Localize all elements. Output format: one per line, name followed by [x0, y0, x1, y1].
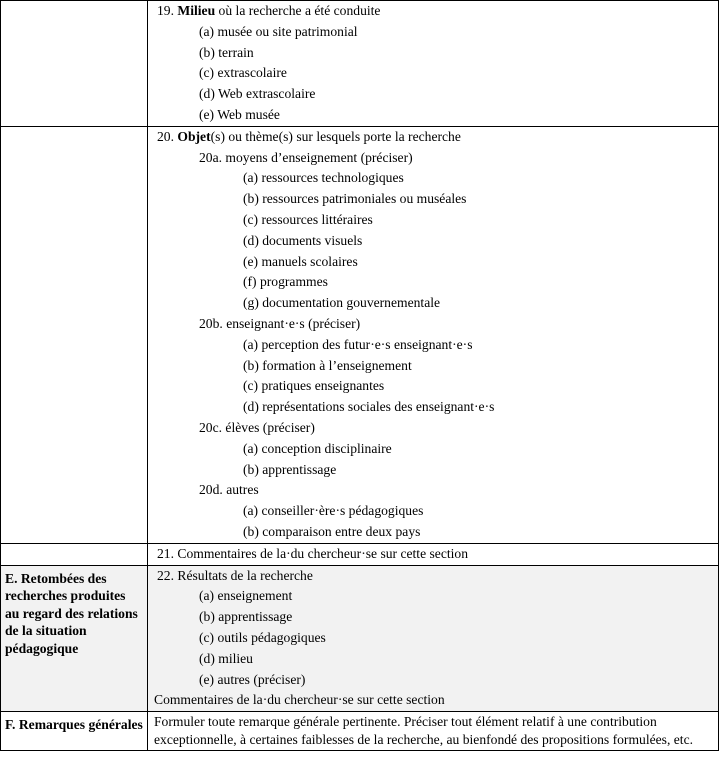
milieu-keyword: Milieu [177, 3, 216, 18]
left-cell-empty-2 [1, 126, 148, 543]
section-f-text: Formuler toute remarque générale pertinente. Préciser tout élément relatif à une contribution exceptionnelle, à certaines faiblesses de la recherche, au bienfondé des propositions formulées, etc. [154, 714, 693, 747]
milieu-option: (a) musée ou site patrimonial [199, 23, 358, 39]
subsection-20b-item: (c) pratiques enseignantes [243, 378, 385, 394]
left-cell-empty-1 [1, 1, 148, 127]
left-cell-empty-3 [1, 543, 148, 565]
objet-cell [148, 126, 719, 543]
resultats-item: (d) milieu [199, 650, 253, 666]
milieu-cell [148, 1, 719, 127]
resultats-item: (b) apprentissage [199, 609, 293, 625]
subsection-20c-label: 20c. élèves (préciser) [199, 419, 315, 435]
subsection-20c-item: (a) conception disciplinaire [243, 440, 392, 456]
resultats-item: (e) autres (préciser) [199, 671, 306, 687]
section-f-label: F. Remarques générales [5, 717, 143, 733]
resultats-title: 22. Résultats de la recherche [157, 567, 313, 583]
subsection-20b-label: 20b. enseignant·e·s (préciser) [199, 315, 361, 331]
subsection-20a-item: (g) documentation gouvernementale [243, 295, 441, 311]
subsection-20b-item: (b) formation à l’enseignement [243, 357, 412, 373]
resultats-item: (c) outils pédagogiques [199, 629, 326, 645]
section-f-label-cell [1, 712, 148, 751]
objet-number: 20. [157, 128, 178, 144]
subsection-20a-item: (a) ressources technologiques [243, 170, 404, 186]
section-e-label: E. Retombées des recherches produites au regard des relations de la situation pédagogique [5, 570, 138, 656]
milieu-title-rest: où la recherche a été conduite [215, 3, 381, 18]
row-commentaires-21 [1, 543, 719, 565]
subsection-20a-item: (b) ressources patrimoniales ou muséales [243, 191, 467, 207]
subsection-20a-label: 20a. moyens d’enseignement (préciser) [199, 149, 413, 165]
section-e-label-cell [1, 565, 148, 712]
objet-keyword: Objet [177, 128, 211, 144]
milieu-option: (c) extrascolaire [199, 65, 287, 81]
section-e-content-cell [148, 565, 719, 712]
row-section-e [1, 565, 719, 712]
subsection-20d-label: 20d. autres [199, 482, 259, 498]
subsection-20a-item: (c) ressources littéraires [243, 211, 373, 227]
section-f-content-cell [148, 712, 719, 751]
section-e-comment: Commentaires de la·du chercheur·se sur cette section [154, 692, 445, 708]
milieu-number: 19. [157, 3, 178, 18]
milieu-option: (b) terrain [199, 44, 254, 60]
milieu-option: (e) Web musée [199, 106, 280, 122]
row-section-f [1, 712, 719, 751]
resultats-item: (a) enseignement [199, 588, 293, 604]
subsection-20b-item: (a) perception des futur·e·s enseignant·e·s [243, 336, 473, 352]
commentaires-21-cell [148, 543, 719, 565]
milieu-title [148, 1, 718, 22]
subsection-20b-item: (d) représentations sociales des enseignant·e·s [243, 399, 495, 415]
subsection-20d-item: (a) conseiller·ère·s pédagogiques [243, 503, 424, 519]
objet-title-rest: (s) ou thème(s) sur lesquels porte la recherche [210, 128, 461, 144]
objet-title [148, 127, 718, 148]
subsection-20c-item: (b) apprentissage [243, 461, 337, 477]
subsection-20a-item: (f) programmes [243, 274, 328, 290]
row-objet [1, 126, 719, 543]
milieu-option: (d) Web extrascolaire [199, 86, 316, 102]
row-milieu [1, 1, 719, 127]
subsection-20d-item: (b) comparaison entre deux pays [243, 523, 421, 539]
commentaires-21-text: 21. Commentaires de la·du chercheur·se sur cette section [157, 545, 469, 561]
subsection-20a-item: (d) documents visuels [243, 232, 363, 248]
subsection-20a-item: (e) manuels scolaires [243, 253, 358, 269]
